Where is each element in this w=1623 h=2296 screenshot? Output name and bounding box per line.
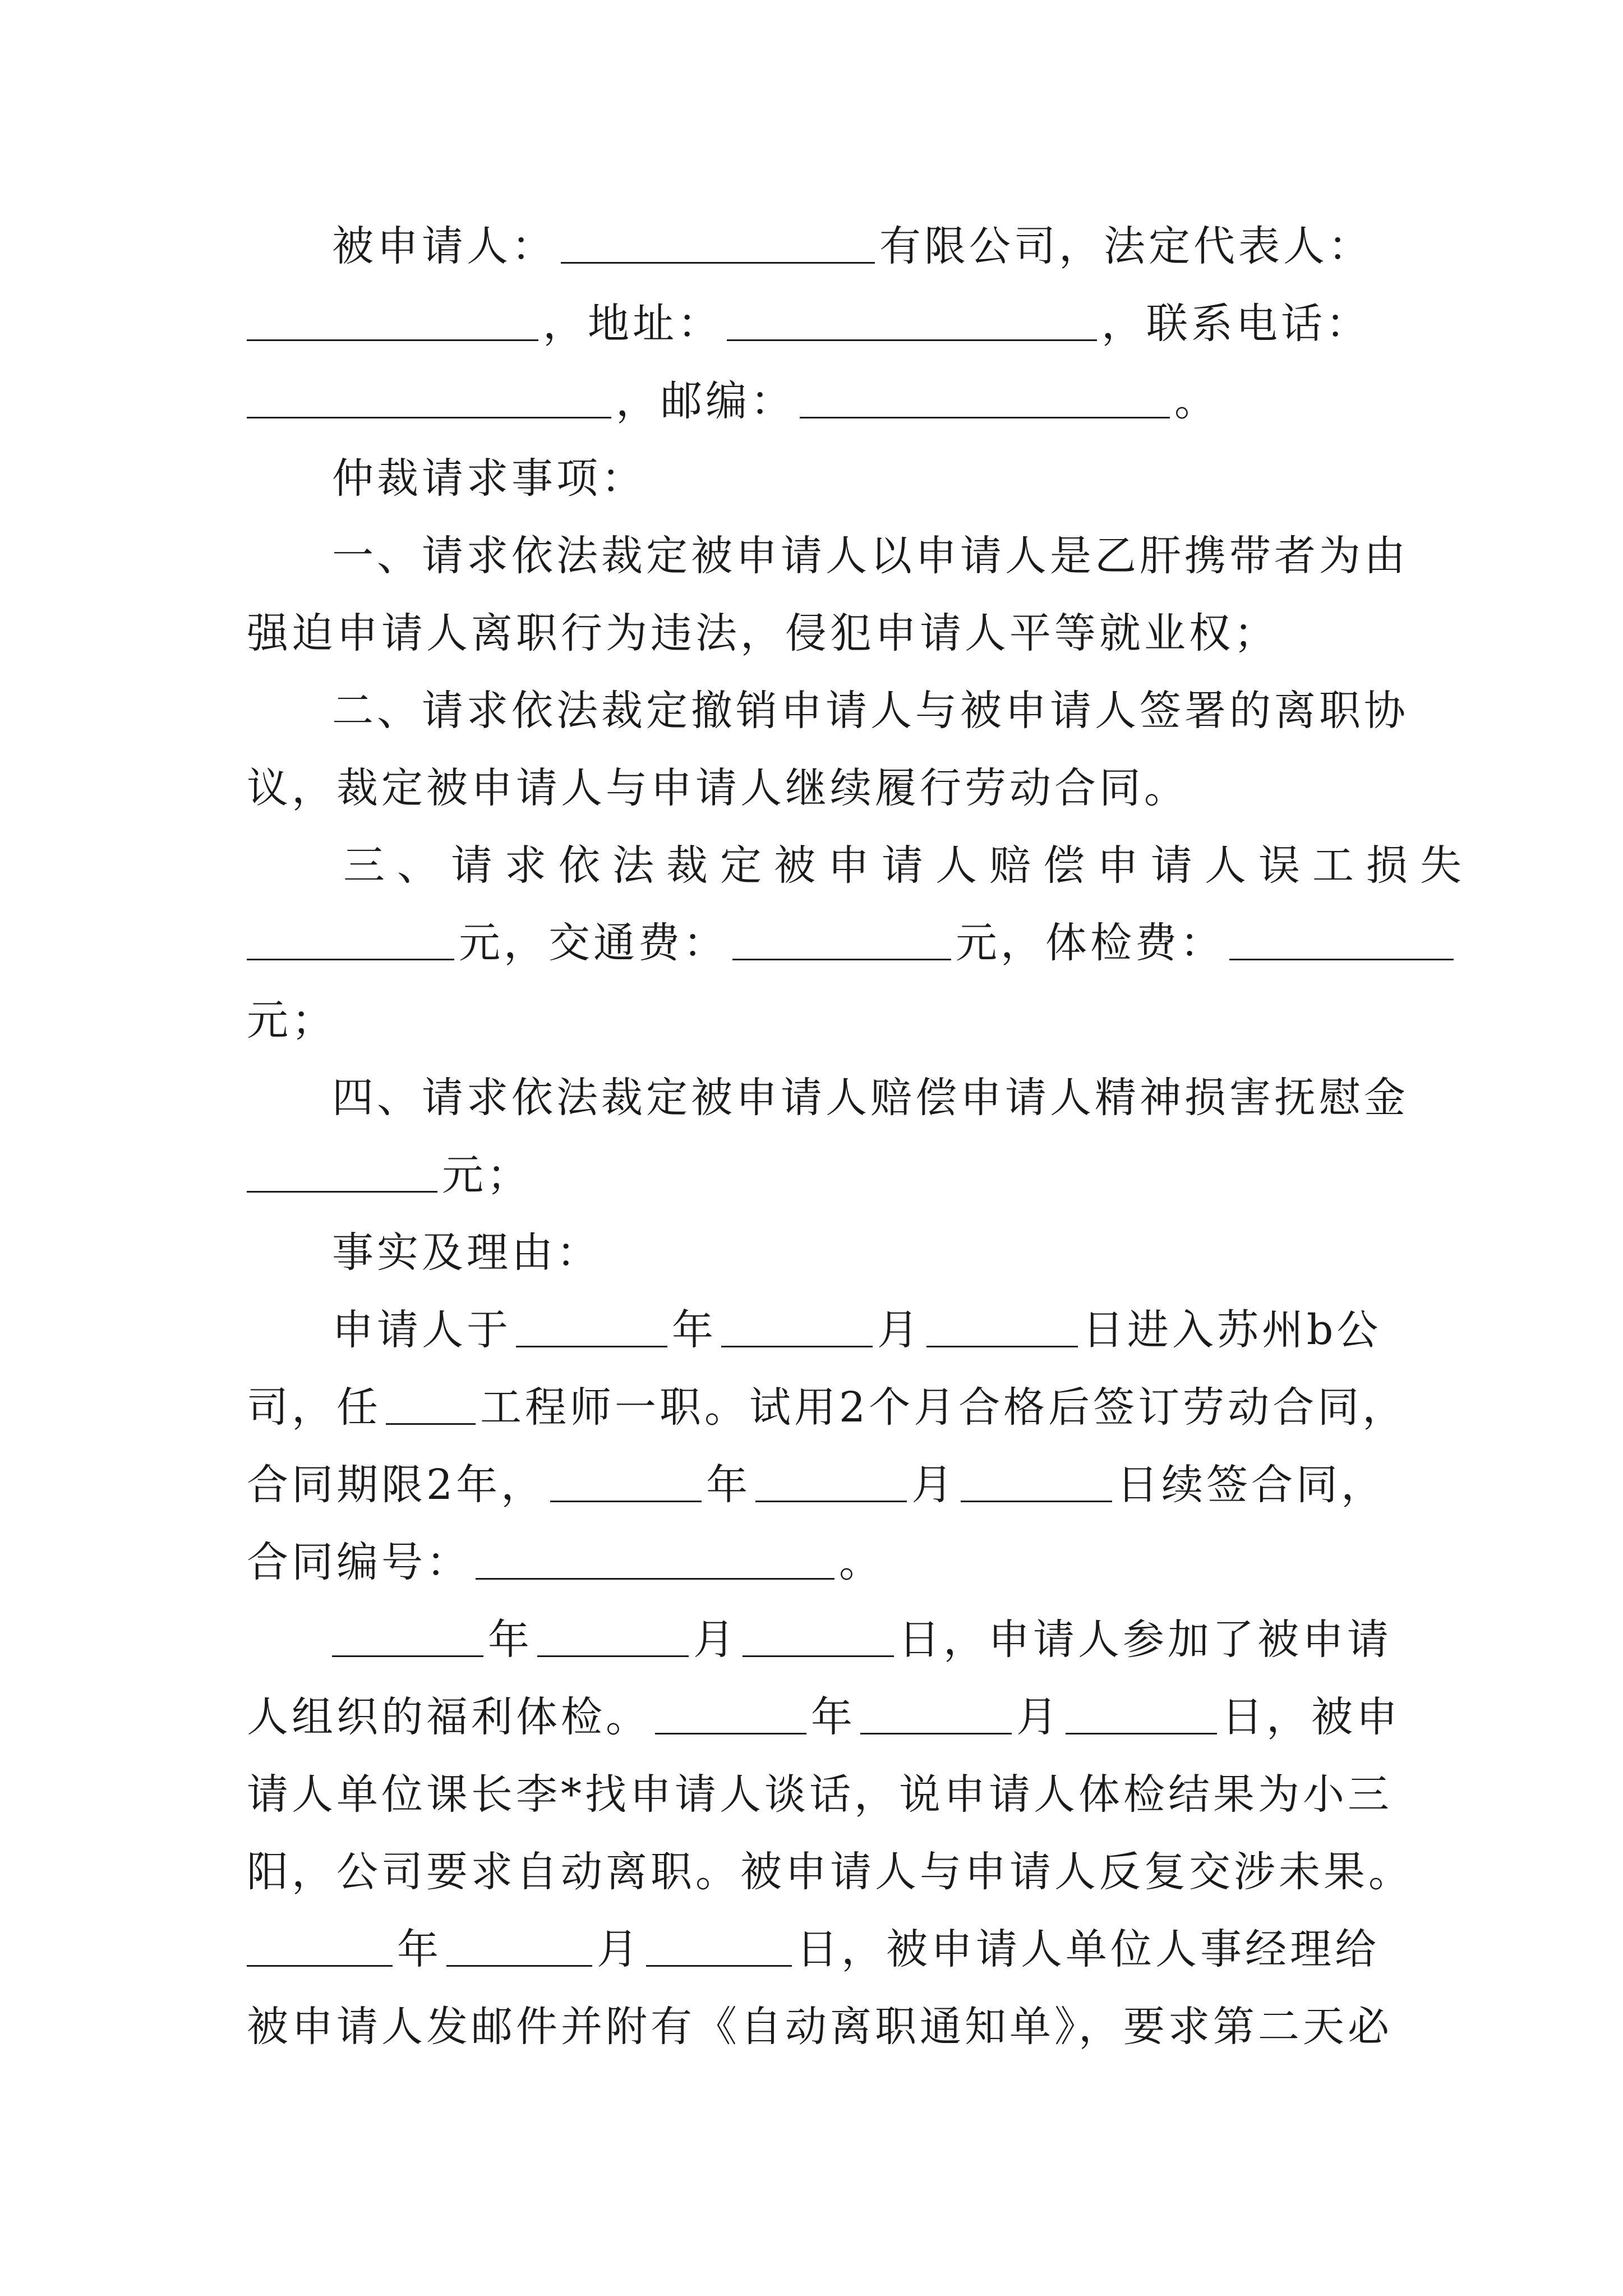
facts-p1-line3-b: 日续签合同，	[1117, 1461, 1386, 1509]
phone-blank	[247, 383, 611, 418]
contract-number-blank	[476, 1544, 834, 1580]
respondent-line-1	[247, 208, 1391, 285]
claim-4-end: 元；	[442, 1151, 532, 1199]
respondent-label: 被申请人：	[332, 222, 556, 270]
lost-wages-blank	[247, 925, 454, 960]
checkup-label: 元，体检费：	[956, 919, 1225, 967]
checkup-day-blank	[743, 1622, 894, 1657]
join-month-blank	[721, 1312, 873, 1347]
facts-p1-line4-a: 合同编号：	[247, 1538, 471, 1586]
year-label: 年	[811, 1693, 856, 1741]
talk-month-blank	[860, 1699, 1012, 1734]
claim-2-line-2: 议，裁定被申请人与申请人继续履行劳动合同。	[247, 764, 1189, 812]
facts-heading: 事实及理由：	[332, 1228, 601, 1277]
checkup-year-blank	[332, 1622, 483, 1657]
email-year-blank	[247, 1931, 393, 1967]
year-label: 年	[706, 1461, 751, 1509]
postcode-label: ，邮编：	[616, 377, 795, 425]
month-label: 月	[877, 1306, 922, 1354]
facts-p2-line-2	[247, 1678, 1401, 1756]
claim-1-line-2: 强迫申请人离职行为违法，侵犯申请人平等就业权；	[247, 609, 1279, 657]
compensation-blank	[247, 1157, 437, 1193]
facts-p1-a: 申请人于	[332, 1306, 511, 1354]
facts-p1-b: 日进入苏州b公	[1082, 1306, 1382, 1354]
facts-p1-line-4	[247, 1524, 1391, 1601]
facts-p1-line2-a: 司，任	[247, 1383, 381, 1432]
facts-p1-line-3	[247, 1446, 1391, 1524]
transport-label: 元，交通费：	[459, 919, 728, 967]
facts-p2-line-3: 请人单位课长李*找申请人谈话，说申请人体检结果为小三	[247, 1770, 1393, 1819]
claim-3-line-3: 元；	[247, 996, 336, 1045]
company-name-blank	[561, 228, 875, 264]
month-label: 月	[597, 1925, 642, 1973]
checkup-blank	[1229, 925, 1454, 960]
email-month-blank	[446, 1931, 592, 1967]
respondent-line-2	[247, 285, 1391, 362]
join-day-blank	[926, 1312, 1078, 1347]
claim-4-line-2	[247, 1137, 1391, 1214]
year-label: 年	[488, 1616, 533, 1664]
address-blank	[727, 306, 1097, 341]
facts-p1-line-2	[247, 1369, 1408, 1446]
company-suffix: 有限公司，法定代表人：	[879, 222, 1373, 270]
claim-1-line-1: 一、请求依法裁定被申请人以申请人是乙肝携带者为由	[332, 532, 1409, 580]
position-blank	[386, 1389, 476, 1425]
facts-p2-line2-a: 人组织的福利体检。	[247, 1693, 651, 1741]
claim-2-line-1: 二、请求依法裁定撤销申请人与被申请人签署的离职协	[332, 687, 1409, 735]
join-year-blank	[516, 1312, 667, 1347]
month-label: 月	[1016, 1693, 1061, 1741]
facts-p2-line5-b: 日，被申请人单位人事经理给	[796, 1925, 1380, 1973]
renew-month-blank	[755, 1467, 907, 1502]
claims-heading: 仲裁请求事项：	[332, 454, 646, 503]
year-label: 年	[397, 1925, 442, 1973]
facts-p2-line1-b: 日，申请人参加了被申请	[898, 1616, 1392, 1664]
postcode-blank	[800, 383, 1170, 418]
checkup-month-blank	[537, 1622, 689, 1657]
facts-p2-line-5	[247, 1911, 1391, 1988]
claim-4-line-1: 四、请求依法裁定被申请人赔偿申请人精神损害抚慰金	[332, 1074, 1409, 1122]
phone-label: ，联系电话：	[1101, 300, 1371, 348]
facts-p1-line2-b: 工程师一职。试用2个月合格后签订劳动合同，	[480, 1383, 1408, 1432]
month-label: 月	[911, 1461, 957, 1509]
renew-day-blank	[961, 1467, 1112, 1502]
facts-p2-line-1	[247, 1601, 1391, 1678]
talk-day-blank	[1066, 1699, 1217, 1734]
document-page	[247, 208, 1474, 2065]
respondent-period: 。	[1174, 377, 1219, 425]
facts-p2-line-6: 被申请人发邮件并附有《自动离职通知单》，要求第二天必	[247, 2003, 1393, 2051]
address-label: ，地址：	[543, 300, 722, 348]
facts-p1-line-1	[247, 1291, 1391, 1369]
claim-3-line-2	[247, 904, 1391, 982]
respondent-line-3	[247, 362, 1391, 440]
year-label: 年	[672, 1306, 717, 1354]
facts-p1-line3-a: 合同期限2年，	[247, 1461, 546, 1509]
email-day-blank	[646, 1931, 792, 1967]
facts-p1-line4-b: 。	[839, 1538, 884, 1586]
renew-year-blank	[550, 1467, 702, 1502]
facts-p2-line-4: 阳，公司要求自动离职。被申请人与申请人反复交涉未果。	[247, 1848, 1413, 1896]
month-label: 月	[693, 1616, 738, 1664]
claim-3-line-1: 三、请求依法裁定被申请人赔偿申请人误工损失	[343, 841, 1474, 890]
transport-blank	[732, 925, 951, 960]
facts-p2-line2-b: 日，被申	[1221, 1693, 1401, 1741]
legal-rep-blank	[247, 306, 538, 341]
talk-year-blank	[655, 1699, 806, 1734]
